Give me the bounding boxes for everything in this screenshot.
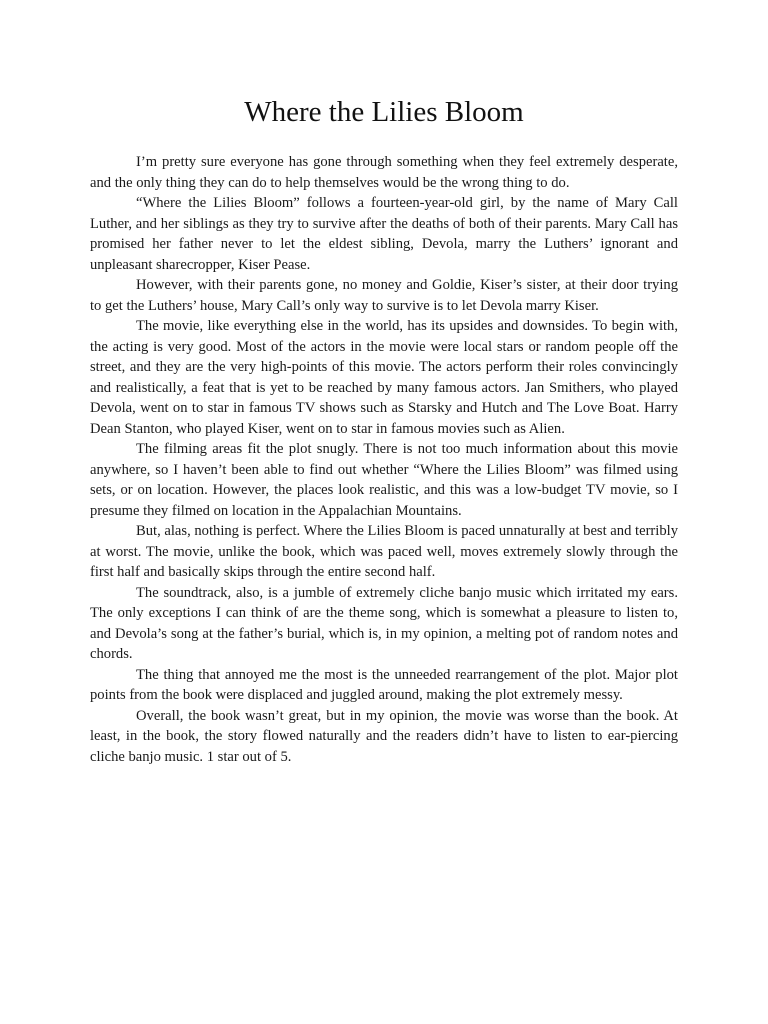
paragraph-7: The soundtrack, also, is a jumble of extremely cliche banjo music which irritated my ears. The only exceptions I can think of are the theme song, which is somewhat a pleasure to listen to, and Devola’s song at the father’s burial, which is, in my opinion, a melting pot of random notes and chords. bbox=[90, 584, 678, 662]
document-title: Where the Lilies Bloom bbox=[244, 96, 524, 128]
paragraph-9: Overall, the book wasn’t great, but in my opinion, the movie was worse than the book. At least, in the book, the story flowed naturally and the readers didn’t have to listen to ear-piercing cliche banjo music. 1 star out of 5. bbox=[90, 707, 678, 765]
paragraph-1: I’m pretty sure everyone has gone through something when they feel extremely desperate, and the only thing they can do to help themselves would be the wrong thing to do. bbox=[90, 154, 678, 191]
paragraph-6: But, alas, nothing is perfect. Where the Lilies Bloom is paced unnaturally at best and terribly at worst. The movie, unlike the book, which was paced well, moves extremely slowly through the first half and basically skips through the entire second half. bbox=[90, 523, 678, 580]
paragraph-5: The filming areas fit the plot snugly. There is not too much information about this movie anywhere, so I haven’t been able to find out whether “Where the Lilies Bloom” was filmed using sets, or on location. However, the places look realistic, and this was a low-budget TV movie, so I presume they filmed on location in the Appalachian Mountains. bbox=[90, 441, 678, 519]
paragraph-4: The movie, like everything else in the world, has its upsides and downsides. To begin with, the acting is very good. Most of the actors in the movie were local stars or random people off the street, and they are the very high-points of this movie. The actors perform their roles convincingly and realistically, a feat that is yet to be reached by many famous actors. Jan Smithers, who played Devola, went on to star in famous TV shows such as Starsky and Hutch and The Love Boat. Harry Dean Stanton, who played Kiser, went on to star in famous movies such as Alien. bbox=[90, 318, 678, 437]
paragraph-3: However, with their parents gone, no money and Goldie, Kiser’s sister, at their door trying to get the Luthers’ house, Mary Call’s only way to survive is to let Devola marry Kiser. bbox=[90, 277, 678, 314]
paragraph-2: “Where the Lilies Bloom” follows a fourteen-year-old girl, by the name of Mary Call Luther, and her siblings as they try to survive after the deaths of both of their parents. Mary Call has promised her father never to let the eldest sibling, Devola, marry the Luthers’ ignorant and unpleasant sharecropper, Kiser Pease. bbox=[90, 195, 678, 273]
document-body bbox=[90, 152, 678, 767]
paragraph-8: The thing that annoyed me the most is the unneeded rearrangement of the plot. Major plot points from the book were displaced and juggled around, making the plot extremely messy. bbox=[90, 666, 678, 703]
